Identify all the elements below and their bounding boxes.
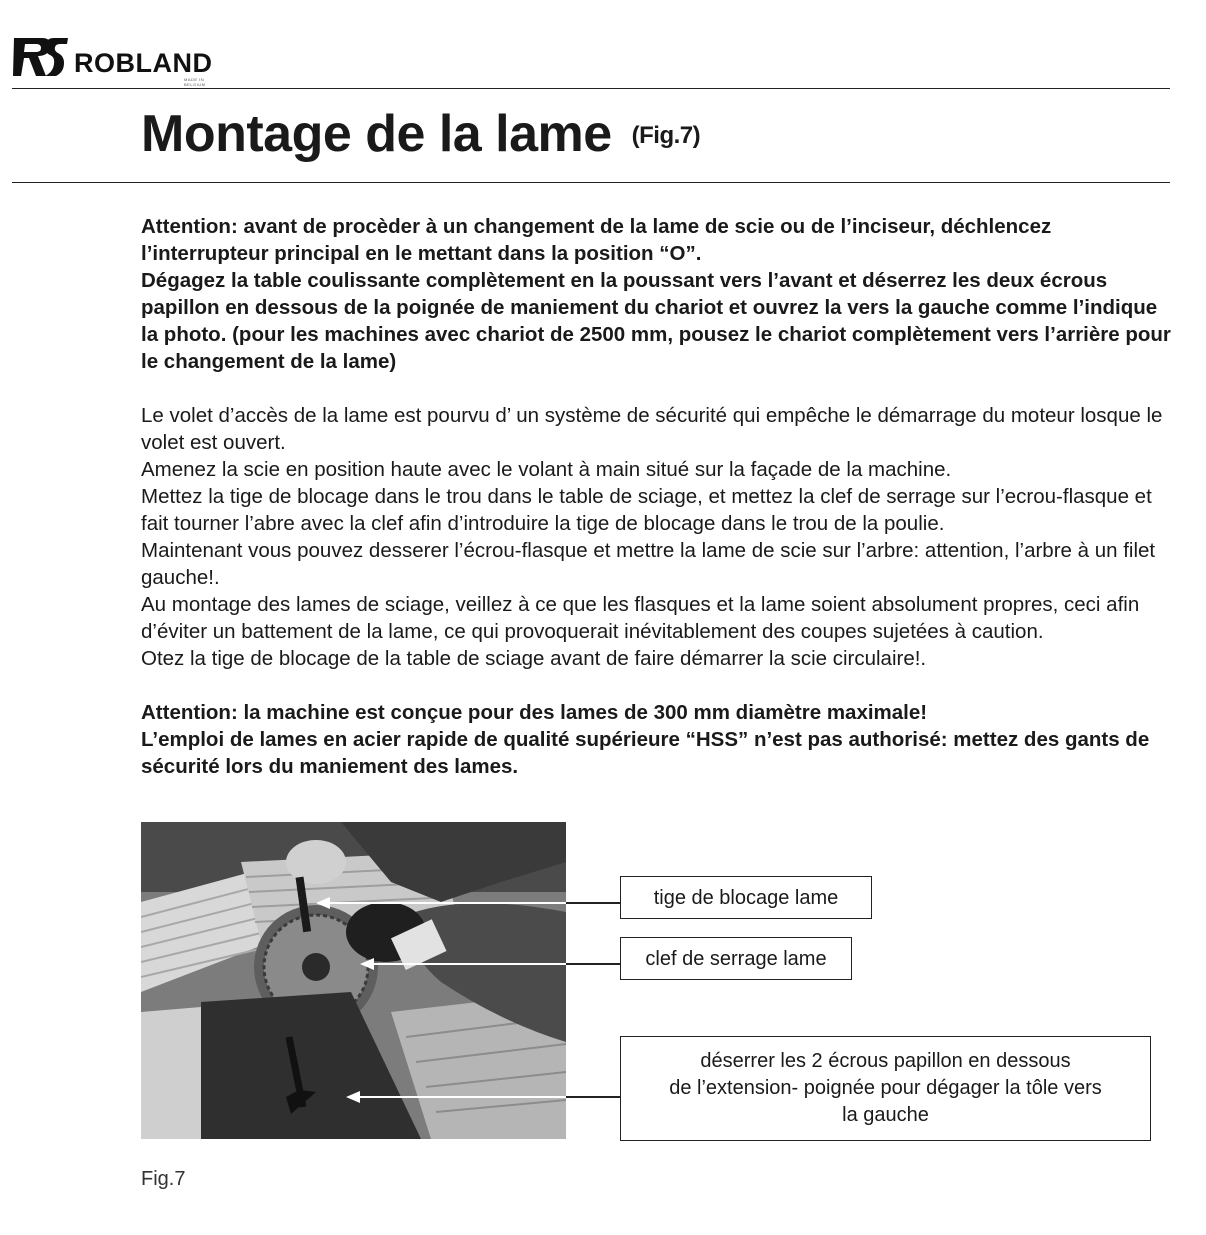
brand-name: ROBLAND <box>74 48 213 78</box>
callout-wing-nuts-line1: déserrer les 2 écrous papillon en dessous <box>700 1050 1071 1072</box>
robland-logo <box>12 34 227 87</box>
leader-line-3-ext <box>566 1096 620 1098</box>
title-rule <box>12 182 1170 183</box>
leader-arrow-2-icon <box>360 958 374 970</box>
callout-wing-nuts-line3: la gauche <box>842 1104 929 1126</box>
paragraph-clean-flanges: Au montage des lames de sciage, veillez à ce que les flasques et la lame soient absolument propres, ceci afin d’éviter un battement de la lame, ce qui provoquerait inévitablement des coupes sujetées à caution. <box>141 593 1140 643</box>
leader-line-2-ext <box>566 963 620 965</box>
leader-arrow-3-icon <box>346 1091 360 1103</box>
figure-caption: Fig.7 <box>141 1168 186 1190</box>
instructions-text <box>141 213 1171 780</box>
callout-locking-pin: tige de blocage lame <box>620 876 872 919</box>
warning-slide-table: Dégagez la table coulissante complètement en la poussant vers l’avant et déserrez les deux écrous papillon en dessous de la poignée de maniement du chariot et ouvrez la vers la gauche comme l’indique la photo. (pour les machines avec chariot de 2500 mm, pousez le chariot complètement vers l’arrière pour le changement de la lame) <box>141 269 1171 373</box>
paragraph-safety-flap: Le volet d’accès de la lame est pourvu d’ un système de sécurité qui empêche le démarrage du moteur losque le volet est ouvert. <box>141 404 1163 454</box>
robland-monogram-icon <box>12 34 70 80</box>
paragraph-locking-pin: Mettez la tige de blocage dans le trou dans le table de sciage, et mettez la clef de serrage sur l’ecrou-flasque et fait tourner l’abre avec la clef afin d’introduire la tige de blocage dans le trou de la poulie. <box>141 485 1152 535</box>
brand-tagline: MADE IN BELGIUM <box>184 77 206 87</box>
callout-wing-nuts-line2: de l’extension- poignée pour dégager la tôle vers <box>669 1077 1102 1099</box>
paragraph-loosen-nut: Maintenant vous pouvez desserer l’écrou-flasque et mettre la lame de scie sur l’arbre: attention, l’arbre à un filet gauche!. <box>141 539 1156 589</box>
header-rule <box>12 88 1170 89</box>
page-title <box>141 104 700 164</box>
leader-line-1-ext <box>566 902 620 904</box>
leader-arrow-1-icon <box>316 897 330 909</box>
page-title-text: Montage de la lame <box>141 105 612 163</box>
paragraph-remove-pin: Otez la tige de blocage de la table de sciage avant de faire démarrer la scie circulaire!. <box>141 647 927 670</box>
leader-line-1 <box>330 902 566 904</box>
leader-line-2 <box>374 963 566 965</box>
warning-hss-gloves: L’emploi de lames en acier rapide de qualité supérieure “HSS” n’est pas authorisé: mettez des gants de sécurité lors du maniement des lames. <box>141 728 1150 778</box>
leader-line-3 <box>360 1096 566 1098</box>
callout-wing-nuts <box>620 1036 1151 1141</box>
warning-switch-off: Attention: avant de procèder à un changement de la lame de scie ou de l’inciseur, déchlencez l’interrupteur principal en le mettant dans la position “O”. <box>141 215 1052 265</box>
paragraph-raise-saw: Amenez la scie en position haute avec le volant à main situé sur la façade de la machine. <box>141 458 952 481</box>
page-title-fig-ref: (Fig.7) <box>631 121 701 149</box>
callout-blade-wrench: clef de serrage lame <box>620 937 852 980</box>
warning-blade-diameter: Attention: la machine est conçue pour des lames de 300 mm diamètre maximale! <box>141 701 928 724</box>
